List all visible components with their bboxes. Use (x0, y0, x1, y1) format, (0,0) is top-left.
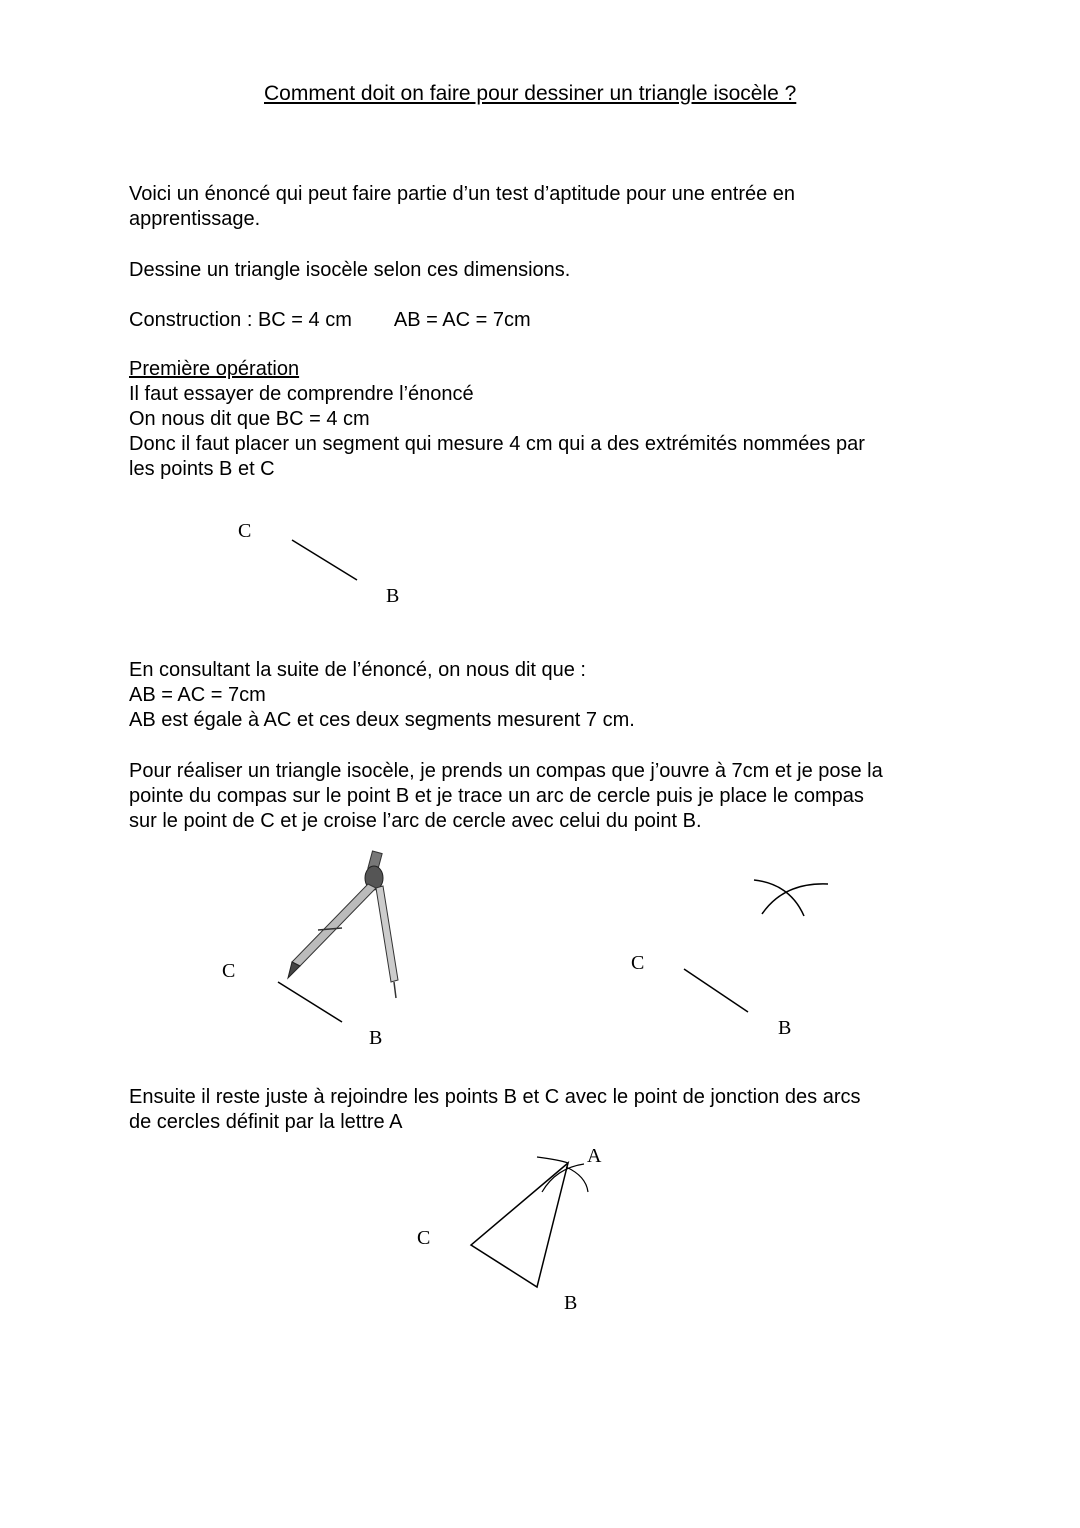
operation-line-1: Il faut essayer de comprendre l’énoncé (129, 383, 474, 405)
intro-line-1: Voici un énoncé qui peut faire partie d’un test d’aptitude pour une entrée en (129, 183, 796, 205)
final-line-1: Ensuite il reste juste à rejoindre les points B et C avec le point de jonction des arcs (129, 1086, 861, 1108)
compass-line-1: Pour réaliser un triangle isocèle, je prends un compas que j’ouvre à 7cm et je pose la (129, 760, 883, 782)
compass-line-3: sur le point de C et je croise l’arc de cercle avec celui du point B. (129, 810, 702, 832)
construction-detail: AB = AC = 7cm (393, 309, 531, 331)
fig2-label-b: B (369, 1027, 383, 1049)
page-title: Comment doit on faire pour dessiner un triangle isocèle ? (264, 82, 797, 105)
operation-heading: Première opération (129, 358, 300, 380)
operation-line-2: On nous dit que BC = 4 cm (129, 408, 370, 430)
fig4-label-c: C (417, 1227, 431, 1249)
fig2-label-c: C (222, 960, 236, 982)
construction-label: Construction : BC = 4 cm (129, 309, 352, 331)
suite-line-3: AB est égale à AC et ces deux segments mesurent 7 cm. (129, 709, 635, 731)
suite-line-1: En consultant la suite de l’énoncé, on nous dit que : (129, 659, 586, 681)
intro-line-2: apprentissage. (129, 208, 261, 230)
fig3-label-b: B (778, 1017, 792, 1039)
compass-line-2: pointe du compas sur le point B et je trace un arc de cercle puis je place le compas (129, 785, 864, 807)
fig3-label-c: C (631, 952, 645, 974)
suite-line-2: AB = AC = 7cm (129, 684, 266, 706)
operation-line-3: Donc il faut placer un segment qui mesure 4 cm qui a des extrémités nommées par (129, 433, 865, 455)
fig4-label-b: B (564, 1292, 578, 1314)
instruction-text: Dessine un triangle isocèle selon ces dimensions. (129, 259, 571, 281)
final-line-2: de cercles définit par la lettre A (129, 1111, 403, 1133)
fig1-label-b: B (386, 585, 400, 607)
fig1-label-c: C (238, 520, 252, 542)
operation-line-4: les points B et C (129, 458, 275, 480)
fig4-label-a: A (587, 1145, 602, 1167)
